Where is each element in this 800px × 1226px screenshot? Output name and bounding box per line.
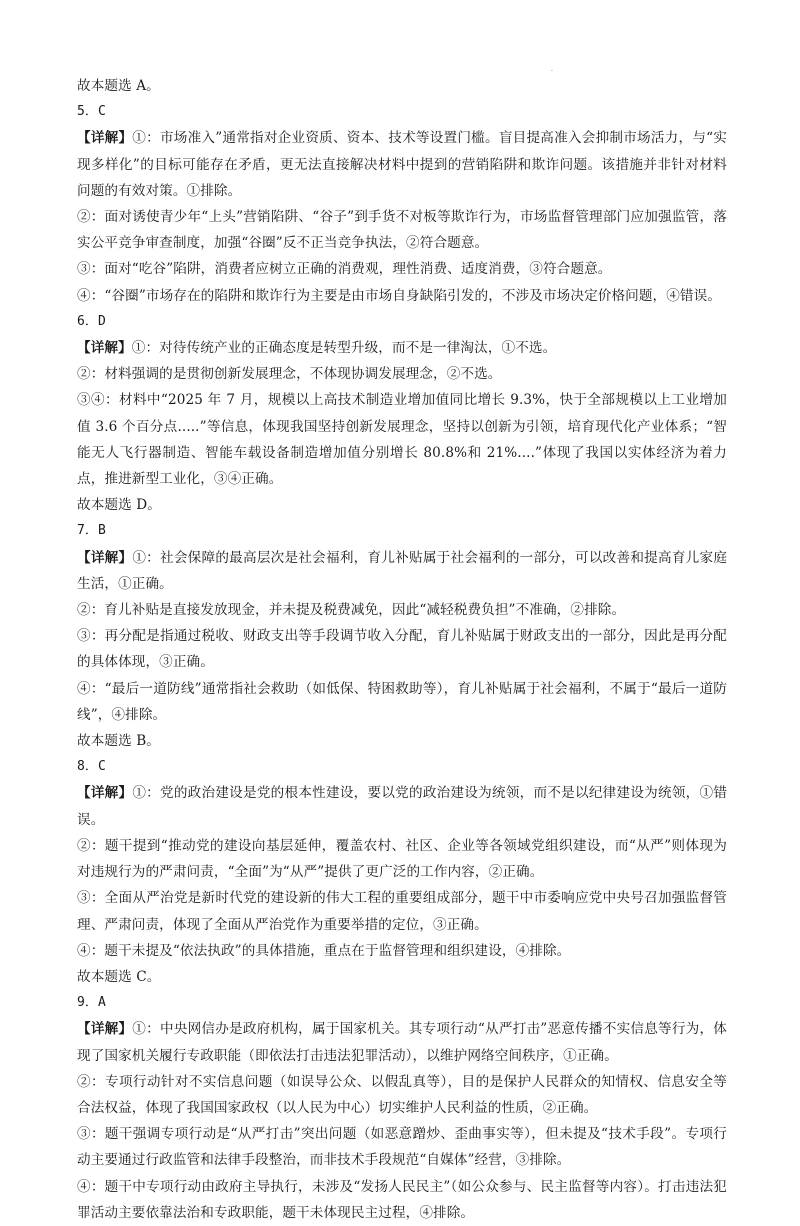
detail-tag: 【详解】 [77,340,132,357]
dot-mark: · [551,68,553,75]
detail-tag: 【详解】 [77,785,133,802]
paragraph-text: ①：市场准入”通常指对企业资质、资本、技术等设置门槛。盲目提高准入会抑制市场活力，与“实现多样化”的目标可能存在矛盾，更无法直接解决材料中提到的营销陷阱和欺诈问题。该措施并非针对材料问题的有效对策。①排除。 [77,130,728,199]
paragraph: ②：面对诱使青少年“上头”营销陷阱、“谷子”到手货不对板等欺诈行为，市场监督管理部门应加强监管，落实公平竞争审查制度，加强“谷圈”反不正当竞争执法，②符合题意。 [77,209,727,252]
paragraph-text: ①：社会保障的最高层次是社会福利，育儿补贴属于社会福利的一部分，可以改善和提高育儿家庭生活，①正确。 [77,549,728,592]
question-8 [77,754,727,990]
paragraph [77,125,727,204]
question-number: 6．D [77,313,106,329]
question-number: 9．A [77,995,106,1011]
paragraph: ③：再分配是指通过税收、财政支出等手段调节收入分配，育儿补贴属于财政支出的一部分，因此是再分配的具体体现，③正确。 [77,628,727,671]
paragraph: ②：专项行动针对不实信息问题（如误导公众、以假乱真等），目的是保护人民群众的知情权、信息安全等合法权益，体现了我国国家政权（以人民为中心）切实维护人民利益的性质，②正确。 [77,1073,727,1116]
paragraph: ③：全面从严治党是新时代党的建设新的伟大工程的重要组成部分，题干中市委响应党中央号召加强监督管理、严肃问责，体现了全面从严治党作为重要举措的定位，③正确。 [77,890,727,933]
paragraph: ③④：材料中“2025 年 7 月，规模以上高技术制造业增加值同比增长 9.3%，快于全部规模以上工业增加值 3.6 个百分点.....”等信息，体现我国坚持创新发展理念，坚持以创新为引领，培育现代化产业体系；“智能无人飞行器制造、智能车载设备制造增加值分别增长 80.8%和 21%....”体现了我国以实体经济为着力点，推进新型工业化，③④正确。 [77,392,727,488]
paragraph [77,1016,727,1068]
paragraph: ④：题干中专项行动由政府主导执行，未涉及“发扬人民民主”（如公众参与、民主监督等内容）。打击违法犯罪活动主要依靠法治和专政职能，题干未体现民主过程，④排除。 [77,1178,727,1221]
question-number: 8．C [77,759,106,775]
answer-explanations [77,73,727,1226]
question-9 [77,990,727,1226]
paragraph: ③：题干强调专项行动是“从严打击”突出问题（如恶意蹭炒、歪曲事实等），但未提及“技术手段”。专项行动主要通过行政监管和法律手段整治，而非技术手段规范“自媒体”经营，③排除。 [77,1126,727,1169]
paragraph [77,335,727,361]
question-number: 5．C [77,104,106,120]
conclusion: 故本题选 C。 [77,968,161,985]
paragraph-text: ①：中央网信办是政府机构，属于国家机关。其专项行动“从严打击”恶意传播不实信息等行为，体现了国家机关履行专政职能（即依法打击违法犯罪活动），以维护网络空间秩序，①正确。 [77,1021,728,1064]
paragraph-text: ①：对待传统产业的正确态度是转型升级，而不是一律淘汰，①不选。 [131,340,557,357]
paragraph: ②：育儿补贴是直接发放现金，并未提及税费减免，因此“减轻税费负担”不准确，②排除。 [77,602,626,619]
paragraph: ④：“谷圈”市场存在的陷阱和欺诈行为主要是由市场自身缺陷引发的，不涉及市场决定价格问题，④错误。 [77,287,722,304]
paragraph [77,545,727,597]
paragraph: ④：“最后一道防线”通常指社会救助（如低保、特困救助等），育儿补贴属于社会福利，不属于“最后一道防线”，④排除。 [77,680,727,723]
paragraph [77,780,727,832]
detail-tag: 【详解】 [77,130,133,147]
question-number: 7．B [77,523,106,539]
question-5 [77,99,727,309]
paragraph: ③：面对“吃谷”陷阱，消费者应树立正确的消费观，理性消费、适度消费，③符合题意。 [77,261,612,278]
conclusion: 故本题选 D。 [77,497,161,514]
paragraph: ④：题干未提及“依法执政”的具体措施，重点在于监督管理和组织建设，④排除。 [77,942,571,959]
paragraph-text: ①：党的政治建设是党的根本性建设，要以党的政治建设为统领，而不是以纪律建设为统领，①错误。 [77,785,728,828]
paragraph: ②：材料强调的是贯彻创新发展理念，不体现协调发展理念，②不选。 [77,366,502,383]
detail-tag: 【详解】 [77,549,133,566]
question-6 [77,309,727,519]
paragraph: ②：题干提到“推动党的建设向基层延伸，覆盖农村、社区、企业等各领域党组织建设，而“从严”则体现为对违规行为的严肃问责，“全面”为“从严”提供了更广泛的工作内容，②正确。 [77,837,727,881]
detail-tag: 【详解】 [77,1021,133,1038]
question-7 [77,518,727,754]
previous-conclusion: 故本题选 A。 [77,78,160,94]
conclusion: 故本题选 B。 [77,733,160,750]
